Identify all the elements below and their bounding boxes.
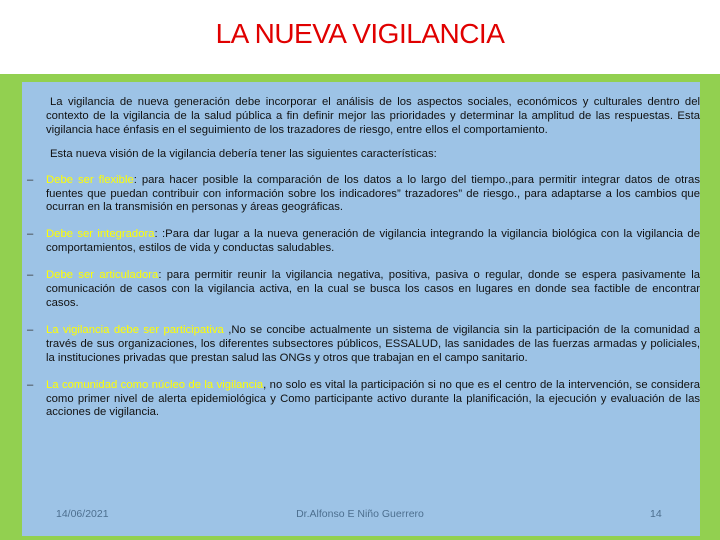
item-text: ,No se concibe actualmente un sistema de vigilancia sin la participación de la comunidad a través de sus organizaciones, los diferentes subsectores públicos, ESSALUD, las sanidades de las fuerzas armadas y policiales, la instituciones privadas que prestan salud las ONGs y otros que trabajan en el campo sanitario. bbox=[46, 323, 700, 364]
characteristics-list bbox=[24, 174, 700, 421]
item-text: , no solo es vital la participación si no que es el centro de la intervención, se considera como primer nivel de alerta epidemiológica y Como participante activo durante la planificación, la ejecución y evaluación de las acciones de vigilancia. bbox=[46, 378, 701, 419]
item-text: : para permitir reunir la vigilancia negativa, positiva, pasiva o regular, donde se espera pasivamente la comunicación de casos con la vigilancia activa, en la cual se busca los casos en lugares en donde sea factible de encontrar casos. bbox=[46, 269, 700, 309]
page-number: 14 bbox=[650, 508, 662, 520]
lead-paragraph: Esta nueva visión de la vigilancia debería tener las siguientes características: bbox=[50, 147, 437, 160]
footer-author: Dr.Alfonso E Niño Guerrero bbox=[296, 508, 424, 520]
slide-content bbox=[24, 96, 700, 433]
item-text: : :Para dar lugar a la nueva generación de vigilancia integrando la vigilancia biológica con la vigilancia de comportamientos, estilos de vida y conductas saludables. bbox=[46, 228, 700, 255]
list-item bbox=[24, 269, 700, 311]
dash-bullet: – bbox=[27, 378, 34, 391]
highlight-term: La comunidad como núcleo de la vigilancia bbox=[46, 378, 264, 391]
dash-bullet: – bbox=[27, 173, 34, 186]
highlight-term: Debe ser flexible bbox=[46, 173, 134, 186]
list-item bbox=[24, 379, 700, 421]
list-item bbox=[24, 228, 700, 256]
highlight-term: Debe ser integradora bbox=[46, 228, 155, 241]
list-item bbox=[24, 174, 700, 216]
intro-paragraph: La vigilancia de nueva generación debe incorporar el análisis de los aspectos sociales, económicos y culturales dentro del contexto de la vigilancia de la salud pública a fin definir mejor las prioridades y determinar la amplitud de las respuestas. Esta vigilancia hace énfasis en el seguimiento de los trazadores de riesgo, entre ellos el comportamiento. bbox=[46, 96, 700, 136]
slide-title: LA NUEVA VIGILANCIA bbox=[215, 18, 505, 49]
highlight-term: Debe ser articuladora bbox=[46, 269, 159, 282]
item-text: : para hacer posible la comparación de los datos a lo largo del tiempo.,para permitir integrar datos de otras fuentes que puedan contribuir con información sobre los indicadores” trazadores” de riesgo., para adaptarse a los cambios que ocurran en la transmisión en personas y áreas geográficas. bbox=[46, 173, 700, 214]
dash-bullet: – bbox=[27, 269, 34, 282]
list-item bbox=[24, 324, 700, 366]
footer-date: 14/06/2021 bbox=[56, 508, 109, 520]
dash-bullet: – bbox=[27, 323, 34, 336]
highlight-term: La vigilancia debe ser participativa bbox=[46, 323, 224, 336]
dash-bullet: – bbox=[27, 228, 34, 241]
